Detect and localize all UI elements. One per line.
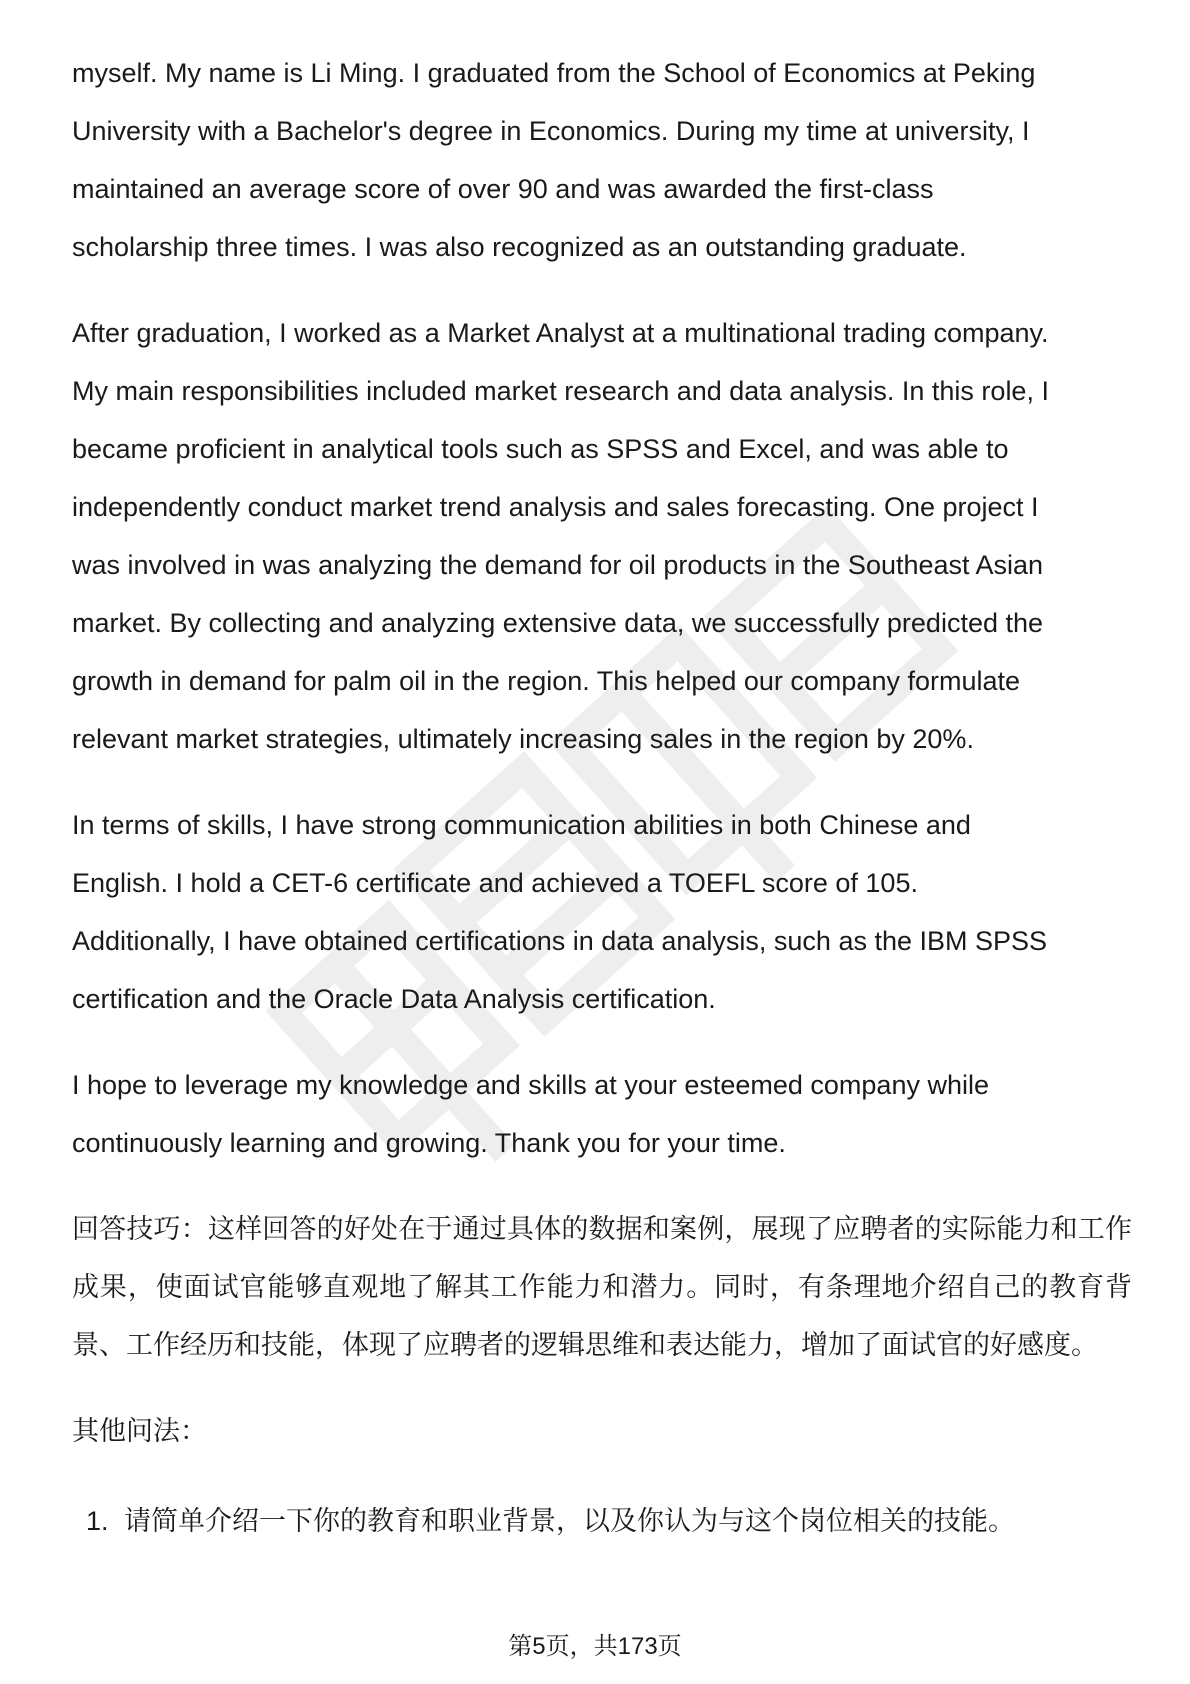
page-number-footer: 第5页，共173页	[508, 1633, 682, 1660]
other-questions-list	[72, 1492, 1132, 1550]
text-line: maintained an average score of over 90 and was awarded the first-class	[72, 174, 934, 204]
text-line: My main responsibilities included market research and data analysis. In this role, I	[72, 376, 1049, 406]
text-line: market. By collecting and analyzing extensive data, we successfully predicted the	[72, 608, 1044, 638]
answer-tips-paragraph	[72, 1200, 1132, 1374]
text-line: independently conduct market trend analysis and sales forecasting. One project I	[72, 492, 1039, 522]
other-questions-label: 其他问法：	[72, 1416, 207, 1446]
answer-tips-label: 回答技巧：	[72, 1214, 208, 1244]
list-item-text: 请简单介绍一下你的教育和职业背景，以及你认为与这个岗位相关的技能。	[124, 1506, 1015, 1536]
text-line: certification and the Oracle Data Analysis certification.	[72, 984, 716, 1014]
answer-tips-text: 这样回答的好处在于通过具体的数据和案例，展现了应聘者的实际能力和工作成果，使面试官能够直观地了解其工作能力和潜力。同时，有条理地介绍自己的教育背景、工作经历和技能，体现了应聘者的逻辑思维和表达能力，增加了面试官的好感度。	[72, 1214, 1132, 1360]
text-line: relevant market strategies, ultimately increasing sales in the region by 20%.	[72, 724, 974, 754]
text-line: After graduation, I worked as a Market Analyst at a multinational trading company.	[72, 318, 1049, 348]
list-item-number: 1.	[86, 1506, 109, 1536]
document-body	[72, 44, 1132, 1550]
text-line: In terms of skills, I have strong communication abilities in both Chinese and	[72, 810, 971, 840]
text-line: Additionally, I have obtained certifications in data analysis, such as the IBM SPSS	[72, 926, 1048, 956]
work-experience-paragraph	[72, 304, 1132, 768]
text-line: growth in demand for palm oil in the region. This helped our company formulate	[72, 666, 1021, 696]
text-line: scholarship three times. I was also recognized as an outstanding graduate.	[72, 232, 967, 262]
text-line: English. I hold a CET-6 certificate and achieved a TOEFL score of 105.	[72, 868, 918, 898]
list-item	[72, 1492, 1132, 1550]
text-line: continuously learning and growing. Thank you for your time.	[72, 1128, 786, 1158]
text-line: I hope to leverage my knowledge and skills at your esteemed company while	[72, 1070, 989, 1100]
skills-paragraph	[72, 796, 1132, 1028]
closing-paragraph	[72, 1056, 1132, 1172]
text-line: University with a Bachelor's degree in Economics. During my time at university, I	[72, 116, 1030, 146]
text-line: was involved in was analyzing the demand for oil products in the Southeast Asian	[72, 550, 1044, 580]
intro-paragraph	[72, 44, 1132, 276]
text-line: became proficient in analytical tools such as SPSS and Excel, and was able to	[72, 434, 1009, 464]
text-line: myself. My name is Li Ming. I graduated from the School of Economics at Peking	[72, 58, 1036, 88]
